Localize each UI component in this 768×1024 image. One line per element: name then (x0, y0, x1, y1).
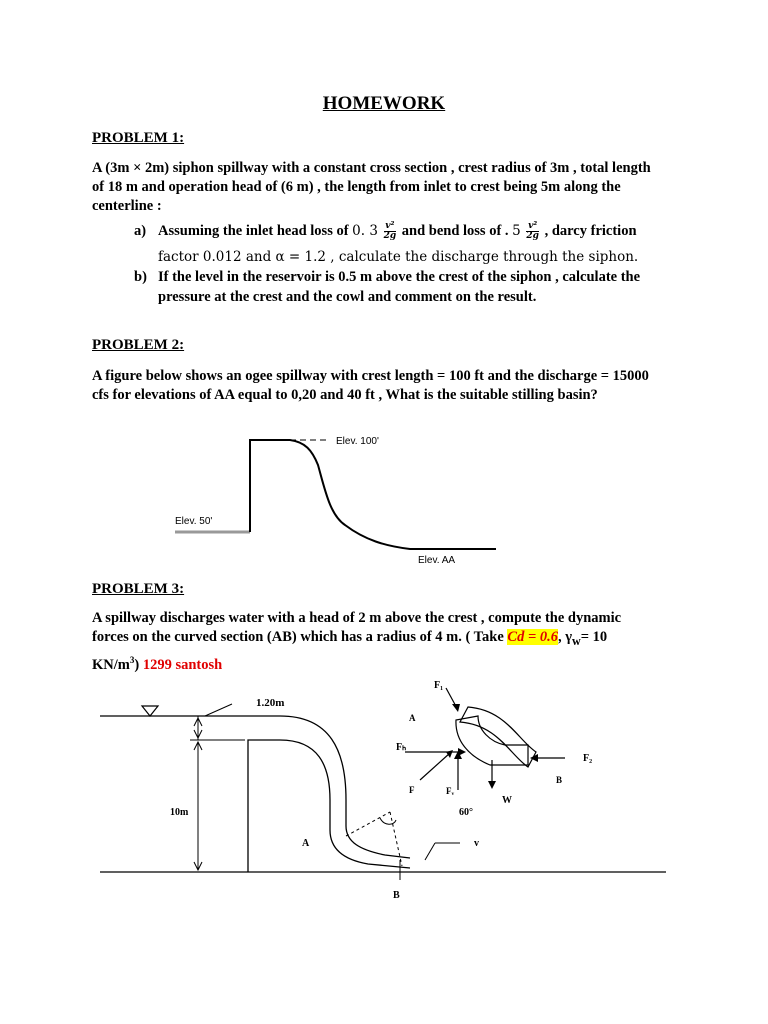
elev-aa-label: Elev. AA (418, 555, 456, 566)
f2-label: F₂ (583, 753, 593, 764)
w-label: W (502, 795, 512, 806)
b-right-label: B (556, 775, 563, 785)
unit-superscript: 3 (129, 654, 135, 665)
cd-highlight: Cd = 0.6 (507, 629, 558, 645)
part-b-line-2: pressure at the crest and the cowl and comment on the result. (158, 289, 537, 305)
jet-upper-surface (245, 716, 410, 858)
f1-arrowhead (452, 704, 460, 712)
problem-1-line-2: of 18 m and operation head of (6 m) , the length from inlet to crest being 5m along the (92, 179, 621, 195)
problem-2-line-2: cfs for elevations of AA equal to 0,20 and 40 ft , What is the suitable stilling basin? (92, 387, 598, 403)
velocity-leader (425, 843, 435, 860)
part-a-line-2-text: factor 0.012 and α = 1.2 , calculate the discharge through the siphon. (158, 249, 639, 265)
page-title: HOMEWORK (322, 93, 446, 114)
gamma-text: , γ (557, 629, 573, 645)
note-red: 1299 santosh (142, 656, 223, 673)
elev-100-label: Elev. 100' (336, 436, 379, 447)
part-a-text-1: Assuming the inlet head loss of (158, 223, 349, 239)
fv-label: Fᵥ (446, 786, 455, 796)
velocity-label: v (474, 838, 479, 849)
f-resultant-arrow (420, 753, 450, 780)
fraction-denominator: 2g (526, 231, 539, 242)
problem-2-heading: PROBLEM 2: (92, 337, 185, 353)
head-leader (205, 704, 232, 716)
part-b-label: b) (134, 269, 147, 285)
part-a-text-2: and bend loss of . (401, 223, 509, 239)
part-a-label: a) (134, 223, 147, 239)
problem-1-heading: PROBLEM 1: (92, 130, 185, 146)
fh-label: Fₕ (396, 742, 407, 753)
problem-1-line-3: centerline : (92, 198, 162, 214)
fraction-numerator: v² (528, 221, 538, 232)
problem-3-heading: PROBLEM 3: (92, 581, 185, 597)
free-body-outline (460, 707, 536, 767)
w-arrowhead (488, 781, 496, 789)
fraction-numerator: v² (385, 221, 395, 232)
inlet-loss-coefficient: 0. 3 (352, 223, 378, 239)
problem-3-line-2-text: forces on the curved section (AB) which has a radius of 4 m. ( Take (92, 629, 504, 645)
unit-close: ) (134, 656, 140, 673)
problem-3-line-1: A spillway discharges water with a head of 2 m above the crest , compute the dynamic (92, 610, 622, 626)
gamma-value: = 10 (580, 629, 608, 645)
f-label: F (409, 785, 415, 795)
f1-label: F₁ (434, 680, 444, 691)
fraction-denominator: 2g (383, 231, 397, 242)
water-level-symbol (142, 706, 158, 716)
angle-arc (380, 818, 396, 824)
bend-loss-coefficient: 5 (512, 223, 521, 239)
radius-line-1 (346, 812, 390, 836)
spillway-body (248, 740, 410, 872)
problem-2-line-1: A figure below shows an ogee spillway with crest length = 100 ft and the discharge = 15000 (92, 368, 649, 384)
a-top-label: A (409, 713, 416, 723)
elev-50-label: Elev. 50' (175, 516, 213, 527)
b-bottom-label: B (393, 890, 400, 901)
unit-text: KN/m (92, 656, 130, 673)
head-label: 1.20m (256, 697, 285, 709)
a-left-label: A (302, 838, 310, 849)
height-label: 10m (170, 807, 189, 818)
part-a-text-3: , darcy friction (544, 223, 637, 239)
f-resultant-arrowhead (446, 750, 453, 758)
part-b-line-1: If the level in the reservoir is 0.5 m above the crest of the siphon , calculate the (158, 269, 641, 285)
angle-label: 60° (459, 807, 473, 818)
gamma-subscript: w (572, 633, 581, 648)
problem-1-line-1: A (3m × 2m) siphon spillway with a constant cross section , crest radius of 3m , total length (92, 160, 651, 176)
